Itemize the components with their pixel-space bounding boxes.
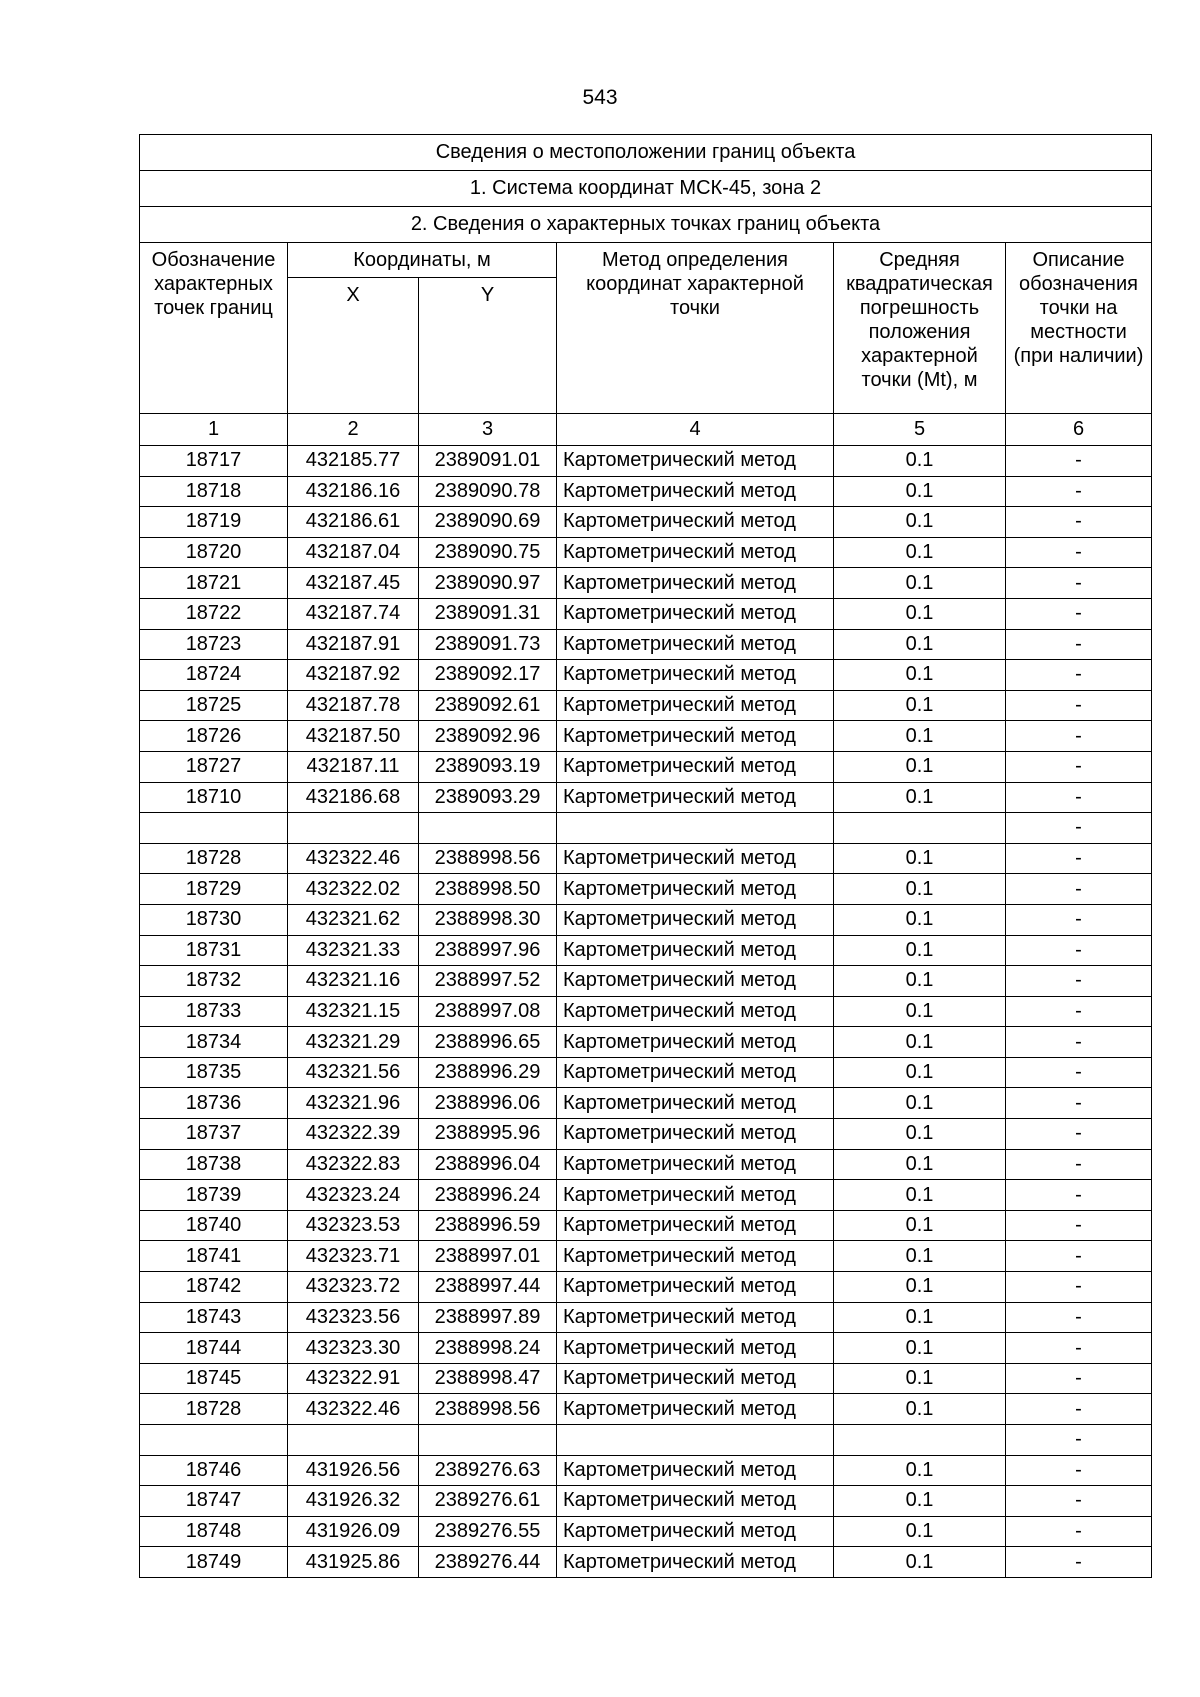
point-id-cell: 18740	[140, 1210, 288, 1241]
method-cell: Картометрический метод	[557, 1394, 834, 1425]
description-cell: -	[1006, 1149, 1152, 1180]
table-row	[140, 721, 1152, 752]
method-cell: Картометрический метод	[557, 935, 834, 966]
table-row	[140, 751, 1152, 782]
point-id-cell: 18738	[140, 1149, 288, 1180]
x-coordinate-cell: 432187.04	[288, 537, 419, 568]
description-cell: -	[1006, 1333, 1152, 1364]
y-coordinate-cell: 2389090.75	[419, 537, 557, 568]
description-cell: -	[1006, 1394, 1152, 1425]
table-row	[140, 996, 1152, 1027]
error-cell: 0.1	[834, 1302, 1006, 1333]
y-coordinate-cell: 2388995.96	[419, 1119, 557, 1150]
table-row	[140, 1272, 1152, 1303]
x-coordinate-cell: 432187.78	[288, 690, 419, 721]
y-coordinate-cell: 2388998.47	[419, 1363, 557, 1394]
error-cell: 0.1	[834, 782, 1006, 813]
x-coordinate-cell: 432186.61	[288, 507, 419, 538]
description-cell: -	[1006, 904, 1152, 935]
point-id-cell: 18749	[140, 1547, 288, 1578]
table-row	[140, 1241, 1152, 1272]
error-cell: 0.1	[834, 1394, 1006, 1425]
point-id-cell: 18728	[140, 1394, 288, 1425]
table-title: Сведения о местоположении границ объекта	[140, 135, 1152, 171]
error-cell: 0.1	[834, 1180, 1006, 1211]
point-id-cell: 18728	[140, 843, 288, 874]
method-cell: Картометрический метод	[557, 1241, 834, 1272]
point-id-cell: 18726	[140, 721, 288, 752]
description-cell: -	[1006, 1210, 1152, 1241]
description-cell: -	[1006, 751, 1152, 782]
y-coordinate-cell: 2389091.01	[419, 446, 557, 477]
column-number: 4	[557, 414, 834, 446]
method-cell: Картометрический метод	[557, 1180, 834, 1211]
y-coordinate-cell	[419, 813, 557, 844]
x-coordinate-cell: 432321.96	[288, 1088, 419, 1119]
error-cell: 0.1	[834, 1119, 1006, 1150]
y-coordinate-cell: 2388996.29	[419, 1057, 557, 1088]
table-row	[140, 568, 1152, 599]
method-cell: Картометрический метод	[557, 843, 834, 874]
error-cell	[834, 813, 1006, 844]
description-cell: -	[1006, 507, 1152, 538]
description-cell: -	[1006, 1057, 1152, 1088]
method-cell: Картометрический метод	[557, 1333, 834, 1364]
point-id-cell: 18719	[140, 507, 288, 538]
error-cell: 0.1	[834, 476, 1006, 507]
error-cell: 0.1	[834, 660, 1006, 691]
y-coordinate-cell: 2388997.01	[419, 1241, 557, 1272]
error-cell: 0.1	[834, 1455, 1006, 1486]
header-point-designation: Обозначение характерных точек границ	[140, 243, 288, 414]
method-cell: Картометрический метод	[557, 598, 834, 629]
point-id-cell: 18735	[140, 1057, 288, 1088]
y-coordinate-cell: 2389090.78	[419, 476, 557, 507]
error-cell: 0.1	[834, 1333, 1006, 1364]
point-id-cell	[140, 813, 288, 844]
point-id-cell: 18746	[140, 1455, 288, 1486]
x-coordinate-cell: 432186.16	[288, 476, 419, 507]
y-coordinate-cell: 2388996.59	[419, 1210, 557, 1241]
description-cell: -	[1006, 568, 1152, 599]
x-coordinate-cell: 432321.56	[288, 1057, 419, 1088]
y-coordinate-cell: 2388998.30	[419, 904, 557, 935]
column-number: 6	[1006, 414, 1152, 446]
method-cell: Картометрический метод	[557, 1455, 834, 1486]
table-row	[140, 782, 1152, 813]
point-id-cell: 18721	[140, 568, 288, 599]
table-row	[140, 1425, 1152, 1456]
method-cell: Картометрический метод	[557, 1119, 834, 1150]
table-row	[140, 1149, 1152, 1180]
y-coordinate-cell: 2389090.97	[419, 568, 557, 599]
table-row	[140, 537, 1152, 568]
point-id-cell: 18737	[140, 1119, 288, 1150]
description-cell: -	[1006, 1425, 1152, 1456]
error-cell: 0.1	[834, 1547, 1006, 1578]
x-coordinate-cell: 432321.16	[288, 966, 419, 997]
y-coordinate-cell: 2389092.17	[419, 660, 557, 691]
method-cell: Картометрический метод	[557, 782, 834, 813]
y-coordinate-cell: 2388997.96	[419, 935, 557, 966]
error-cell: 0.1	[834, 1241, 1006, 1272]
table-row	[140, 874, 1152, 905]
x-coordinate-cell: 431926.32	[288, 1486, 419, 1517]
header-x: X	[288, 278, 419, 414]
error-cell: 0.1	[834, 1210, 1006, 1241]
method-cell: Картометрический метод	[557, 966, 834, 997]
y-coordinate-cell: 2388996.06	[419, 1088, 557, 1119]
page-number: 543	[582, 86, 618, 109]
error-cell: 0.1	[834, 843, 1006, 874]
y-coordinate-cell: 2389276.44	[419, 1547, 557, 1578]
section-title: 2. Сведения о характерных точках границ объекта	[140, 207, 1152, 243]
x-coordinate-cell: 432323.24	[288, 1180, 419, 1211]
boundary-points-table	[139, 134, 1152, 1578]
method-cell: Картометрический метод	[557, 721, 834, 752]
method-cell: Картометрический метод	[557, 690, 834, 721]
x-coordinate-cell: 432322.02	[288, 874, 419, 905]
error-cell	[834, 1425, 1006, 1456]
error-cell: 0.1	[834, 690, 1006, 721]
x-coordinate-cell: 432323.30	[288, 1333, 419, 1364]
x-coordinate-cell: 432323.53	[288, 1210, 419, 1241]
x-coordinate-cell: 432321.29	[288, 1027, 419, 1058]
header-point-description: Описание обозначения точки на местности (при наличии)	[1006, 243, 1152, 414]
point-id-cell: 18729	[140, 874, 288, 905]
description-cell: -	[1006, 813, 1152, 844]
error-cell: 0.1	[834, 1088, 1006, 1119]
error-cell: 0.1	[834, 446, 1006, 477]
x-coordinate-cell: 432323.72	[288, 1272, 419, 1303]
table-row	[140, 843, 1152, 874]
table-row	[140, 1455, 1152, 1486]
table-row	[140, 660, 1152, 691]
method-cell: Картометрический метод	[557, 446, 834, 477]
table-row	[140, 935, 1152, 966]
x-coordinate-cell: 432322.46	[288, 843, 419, 874]
y-coordinate-cell: 2388997.52	[419, 966, 557, 997]
method-cell: Картометрический метод	[557, 904, 834, 935]
description-cell: -	[1006, 782, 1152, 813]
x-coordinate-cell	[288, 1425, 419, 1456]
x-coordinate-cell: 432323.71	[288, 1241, 419, 1272]
method-cell: Картометрический метод	[557, 1057, 834, 1088]
table-row	[140, 1363, 1152, 1394]
method-cell: Картометрический метод	[557, 568, 834, 599]
description-cell: -	[1006, 843, 1152, 874]
point-id-cell: 18744	[140, 1333, 288, 1364]
method-cell: Картометрический метод	[557, 1547, 834, 1578]
method-cell: Картометрический метод	[557, 629, 834, 660]
point-id-cell: 18741	[140, 1241, 288, 1272]
coordinate-system-label: 1. Система координат МСК-45, зона 2	[140, 171, 1152, 207]
description-cell: -	[1006, 1302, 1152, 1333]
error-cell: 0.1	[834, 1149, 1006, 1180]
column-number: 2	[288, 414, 419, 446]
table-row	[140, 507, 1152, 538]
point-id-cell: 18743	[140, 1302, 288, 1333]
x-coordinate-cell: 432321.33	[288, 935, 419, 966]
description-cell: -	[1006, 935, 1152, 966]
point-id-cell: 18739	[140, 1180, 288, 1211]
y-coordinate-cell: 2388997.08	[419, 996, 557, 1027]
method-cell: Картометрический метод	[557, 1272, 834, 1303]
description-cell: -	[1006, 446, 1152, 477]
description-cell: -	[1006, 966, 1152, 997]
description-cell: -	[1006, 1027, 1152, 1058]
description-cell: -	[1006, 476, 1152, 507]
x-coordinate-cell: 432322.91	[288, 1363, 419, 1394]
method-cell	[557, 1425, 834, 1456]
y-coordinate-cell: 2388996.04	[419, 1149, 557, 1180]
description-cell: -	[1006, 1486, 1152, 1517]
error-cell: 0.1	[834, 507, 1006, 538]
table-row	[140, 1302, 1152, 1333]
y-coordinate-cell: 2388998.56	[419, 1394, 557, 1425]
y-coordinate-cell: 2389091.73	[419, 629, 557, 660]
y-coordinate-cell: 2388997.89	[419, 1302, 557, 1333]
method-cell: Картометрический метод	[557, 1516, 834, 1547]
x-coordinate-cell: 432187.91	[288, 629, 419, 660]
method-cell: Картометрический метод	[557, 1027, 834, 1058]
description-cell: -	[1006, 1180, 1152, 1211]
y-coordinate-cell: 2388996.65	[419, 1027, 557, 1058]
y-coordinate-cell: 2388996.24	[419, 1180, 557, 1211]
method-cell: Картометрический метод	[557, 1486, 834, 1517]
point-id-cell: 18745	[140, 1363, 288, 1394]
table-row	[140, 629, 1152, 660]
y-coordinate-cell: 2389093.29	[419, 782, 557, 813]
x-coordinate-cell: 431925.86	[288, 1547, 419, 1578]
column-number-row	[140, 414, 1152, 446]
method-cell: Картометрический метод	[557, 476, 834, 507]
description-cell: -	[1006, 629, 1152, 660]
x-coordinate-cell: 432187.11	[288, 751, 419, 782]
y-coordinate-cell: 2389090.69	[419, 507, 557, 538]
point-id-cell: 18727	[140, 751, 288, 782]
column-number: 5	[834, 414, 1006, 446]
y-coordinate-cell: 2388998.24	[419, 1333, 557, 1364]
x-coordinate-cell: 432185.77	[288, 446, 419, 477]
table-row	[140, 813, 1152, 844]
point-id-cell: 18733	[140, 996, 288, 1027]
table-row	[140, 1180, 1152, 1211]
x-coordinate-cell: 432322.83	[288, 1149, 419, 1180]
description-cell: -	[1006, 660, 1152, 691]
header-coordinates: Координаты, м	[288, 243, 557, 278]
description-cell: -	[1006, 537, 1152, 568]
point-id-cell: 18730	[140, 904, 288, 935]
method-cell: Картометрический метод	[557, 996, 834, 1027]
error-cell: 0.1	[834, 1272, 1006, 1303]
table-row	[140, 1547, 1152, 1578]
method-cell: Картометрический метод	[557, 537, 834, 568]
y-coordinate-cell: 2389092.96	[419, 721, 557, 752]
method-cell: Картометрический метод	[557, 751, 834, 782]
x-coordinate-cell: 432187.92	[288, 660, 419, 691]
error-cell: 0.1	[834, 874, 1006, 905]
error-cell: 0.1	[834, 1486, 1006, 1517]
point-id-cell: 18742	[140, 1272, 288, 1303]
x-coordinate-cell: 432322.39	[288, 1119, 419, 1150]
x-coordinate-cell: 432187.74	[288, 598, 419, 629]
error-cell: 0.1	[834, 721, 1006, 752]
method-cell: Картометрический метод	[557, 507, 834, 538]
point-id-cell	[140, 1425, 288, 1456]
description-cell: -	[1006, 1119, 1152, 1150]
table-row	[140, 1210, 1152, 1241]
header-mean-square-error: Средняя квадратическая погрешность положения характерной точки (Mt), м	[834, 243, 1006, 414]
method-cell: Картометрический метод	[557, 1302, 834, 1333]
y-coordinate-cell: 2389276.61	[419, 1486, 557, 1517]
description-cell: -	[1006, 1241, 1152, 1272]
error-cell: 0.1	[834, 568, 1006, 599]
x-coordinate-cell	[288, 813, 419, 844]
error-cell: 0.1	[834, 966, 1006, 997]
table-row	[140, 598, 1152, 629]
column-number: 1	[140, 414, 288, 446]
point-id-cell: 18725	[140, 690, 288, 721]
description-cell: -	[1006, 598, 1152, 629]
y-coordinate-cell: 2388998.50	[419, 874, 557, 905]
table-row	[140, 966, 1152, 997]
column-number: 3	[419, 414, 557, 446]
point-id-cell: 18732	[140, 966, 288, 997]
table-row	[140, 690, 1152, 721]
error-cell: 0.1	[834, 537, 1006, 568]
point-id-cell: 18734	[140, 1027, 288, 1058]
point-id-cell: 18731	[140, 935, 288, 966]
y-coordinate-cell: 2389092.61	[419, 690, 557, 721]
method-cell: Картометрический метод	[557, 1088, 834, 1119]
description-cell: -	[1006, 1455, 1152, 1486]
x-coordinate-cell: 432322.46	[288, 1394, 419, 1425]
point-id-cell: 18722	[140, 598, 288, 629]
y-coordinate-cell	[419, 1425, 557, 1456]
method-cell: Картометрический метод	[557, 1210, 834, 1241]
description-cell: -	[1006, 996, 1152, 1027]
table-row	[140, 1057, 1152, 1088]
x-coordinate-cell: 432187.45	[288, 568, 419, 599]
y-coordinate-cell: 2388997.44	[419, 1272, 557, 1303]
description-cell: -	[1006, 874, 1152, 905]
x-coordinate-cell: 432321.15	[288, 996, 419, 1027]
y-coordinate-cell: 2389093.19	[419, 751, 557, 782]
table-row	[140, 1516, 1152, 1547]
error-cell: 0.1	[834, 598, 1006, 629]
y-coordinate-cell: 2388998.56	[419, 843, 557, 874]
x-coordinate-cell: 431926.09	[288, 1516, 419, 1547]
table-row	[140, 1333, 1152, 1364]
description-cell: -	[1006, 1272, 1152, 1303]
point-id-cell: 18718	[140, 476, 288, 507]
table-row	[140, 1088, 1152, 1119]
y-coordinate-cell: 2389276.63	[419, 1455, 557, 1486]
x-coordinate-cell: 432187.50	[288, 721, 419, 752]
method-cell: Картометрический метод	[557, 660, 834, 691]
header-y: Y	[419, 278, 557, 414]
error-cell: 0.1	[834, 1057, 1006, 1088]
method-cell: Картометрический метод	[557, 1363, 834, 1394]
header-method: Метод определения координат характерной точки	[557, 243, 834, 414]
description-cell: -	[1006, 1547, 1152, 1578]
point-id-cell: 18723	[140, 629, 288, 660]
method-cell	[557, 813, 834, 844]
point-id-cell: 18748	[140, 1516, 288, 1547]
error-cell: 0.1	[834, 751, 1006, 782]
point-id-cell: 18736	[140, 1088, 288, 1119]
x-coordinate-cell: 431926.56	[288, 1455, 419, 1486]
error-cell: 0.1	[834, 1363, 1006, 1394]
table-row	[140, 1119, 1152, 1150]
error-cell: 0.1	[834, 935, 1006, 966]
description-cell: -	[1006, 1088, 1152, 1119]
table-row	[140, 1486, 1152, 1517]
point-id-cell: 18717	[140, 446, 288, 477]
table-row	[140, 904, 1152, 935]
table-row	[140, 1027, 1152, 1058]
error-cell: 0.1	[834, 1516, 1006, 1547]
point-id-cell: 18710	[140, 782, 288, 813]
table-row	[140, 476, 1152, 507]
x-coordinate-cell: 432323.56	[288, 1302, 419, 1333]
point-id-cell: 18720	[140, 537, 288, 568]
y-coordinate-cell: 2389091.31	[419, 598, 557, 629]
method-cell: Картометрический метод	[557, 874, 834, 905]
description-cell: -	[1006, 721, 1152, 752]
y-coordinate-cell: 2389276.55	[419, 1516, 557, 1547]
point-id-cell: 18724	[140, 660, 288, 691]
description-cell: -	[1006, 690, 1152, 721]
table-row	[140, 446, 1152, 477]
error-cell: 0.1	[834, 1027, 1006, 1058]
description-cell: -	[1006, 1363, 1152, 1394]
error-cell: 0.1	[834, 996, 1006, 1027]
error-cell: 0.1	[834, 629, 1006, 660]
point-id-cell: 18747	[140, 1486, 288, 1517]
method-cell: Картометрический метод	[557, 1149, 834, 1180]
table-row	[140, 1394, 1152, 1425]
x-coordinate-cell: 432186.68	[288, 782, 419, 813]
error-cell: 0.1	[834, 904, 1006, 935]
description-cell: -	[1006, 1516, 1152, 1547]
x-coordinate-cell: 432321.62	[288, 904, 419, 935]
